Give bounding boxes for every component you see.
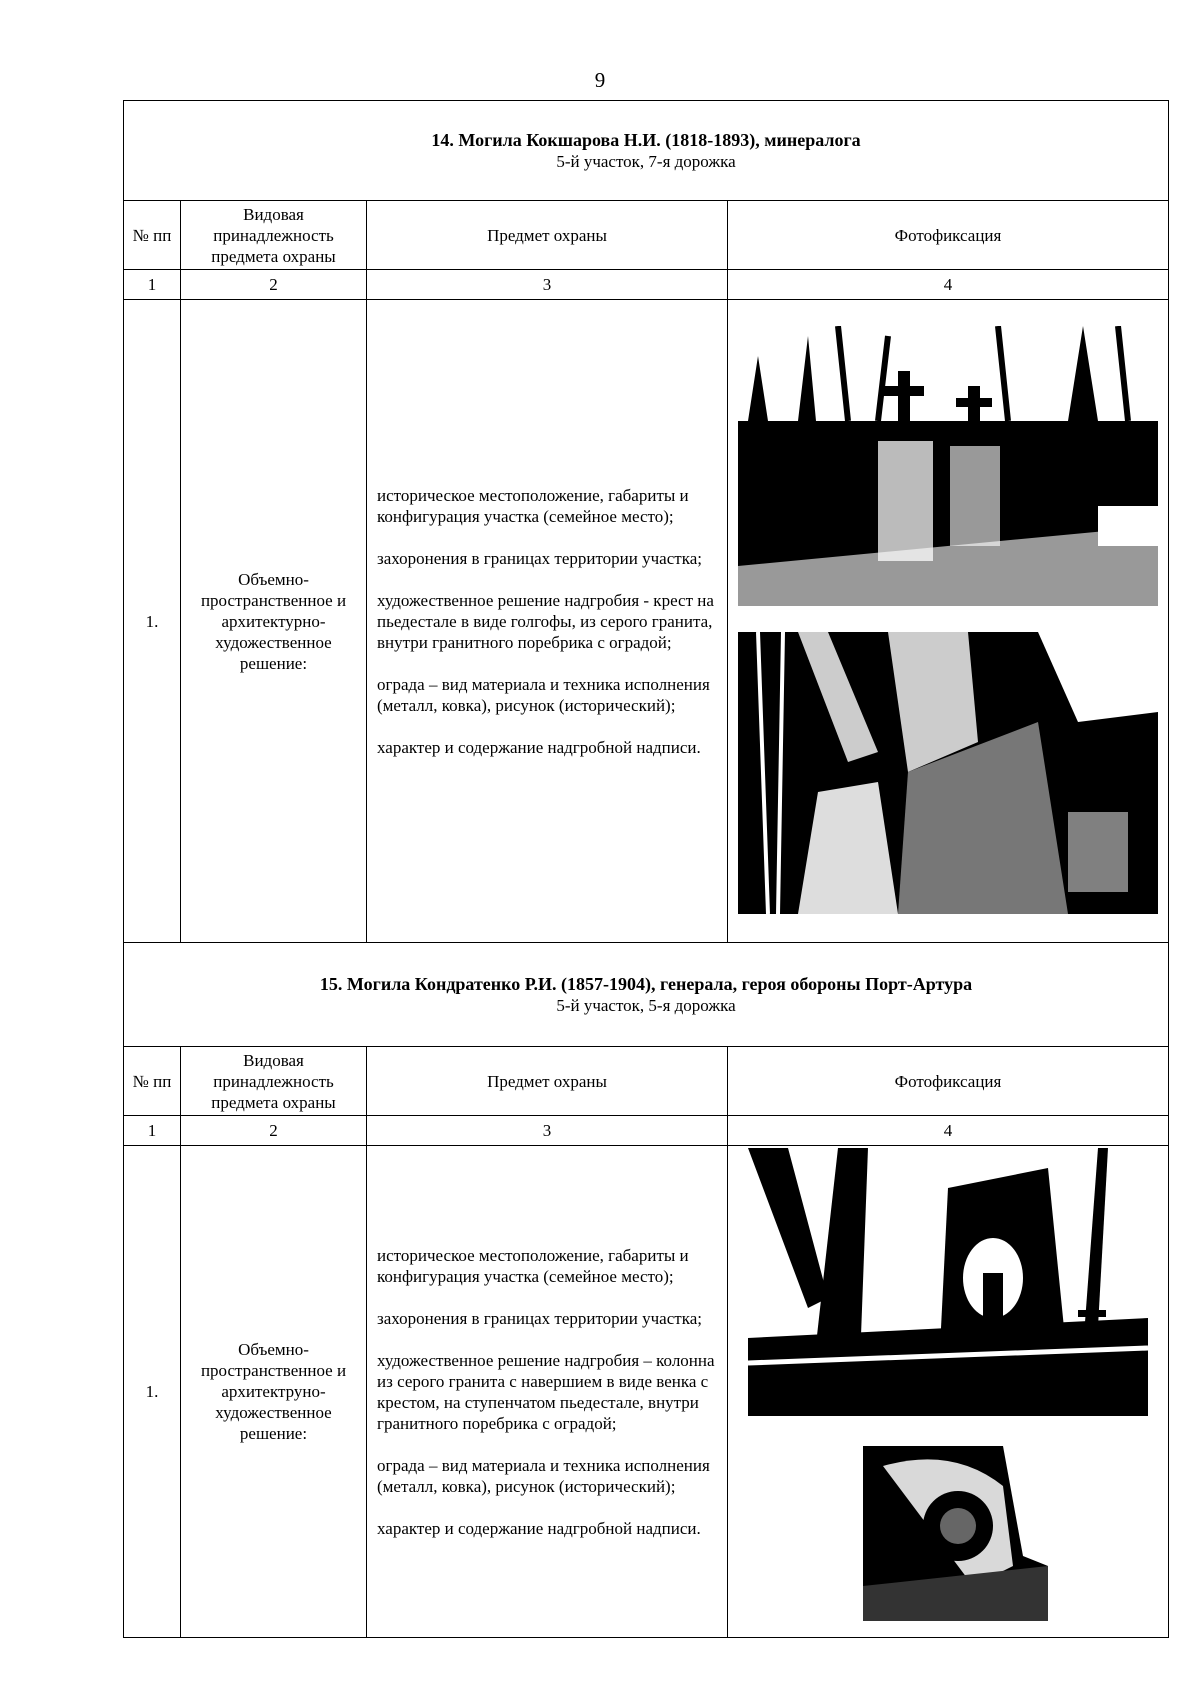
col-number: 1 [124,270,181,300]
row-number: 1. [124,300,181,943]
table-row [124,300,1169,943]
protection-subject [367,300,728,943]
subject-paragraph: художественное решение надгробия - крест на пьедестале в виде голгофы, из серого гранита, внутри гранитного поребрика с оградой; [377,590,714,652]
col-number: 2 [181,1116,367,1146]
subject-paragraph: захоронения в границах территории участка; [377,1308,702,1328]
header-row [124,201,1169,270]
grave-photo [738,632,1158,914]
col-number: 3 [367,1116,728,1146]
header-photo: Фотофиксация [728,1047,1169,1116]
subject-paragraph: ограда – вид материала и техника исполнения (металл, ковка), рисунок (исторический); [377,674,710,715]
header-num: № пп [124,1047,181,1116]
protection-table [123,100,1169,1638]
section-location: 5-й участок, 7-я дорожка [556,151,736,171]
protection-type: Объемно-пространственное и архитектруно-художественное решение: [181,1146,367,1638]
col-number: 3 [367,270,728,300]
page-number: 9 [594,68,606,92]
grave-photo [738,326,1158,606]
section-title-cell [124,101,1169,201]
subject-paragraph: ограда – вид материала и техника исполнения (металл, ковка), рисунок (исторический); [377,1455,710,1496]
grave-photo [748,1148,1148,1416]
col-number: 2 [181,270,367,300]
section-title-row [124,101,1169,201]
subject-paragraph: характер и содержание надгробной надписи. [377,1518,701,1538]
col-number: 4 [728,1116,1169,1146]
header-subject: Предмет охраны [367,1047,728,1116]
table-row [124,1146,1169,1638]
section-title-row [124,943,1169,1047]
header-subject: Предмет охраны [367,201,728,270]
section-location: 5-й участок, 5-я дорожка [556,995,736,1015]
protection-type: Объемно-пространственное и архитектурно-художественное решение: [181,300,367,943]
subject-paragraph: историческое местоположение, габариты и конфигурация участка (семейное место); [377,1245,689,1286]
col-number: 4 [728,270,1169,300]
col-number: 1 [124,1116,181,1146]
row-number: 1. [124,1146,181,1638]
section-title: 15. Могила Кондратенко Р.И. (1857-1904), генерала, героя обороны Порт-Артура [319,973,973,994]
section-title-cell [124,943,1169,1047]
section-title: 14. Могила Кокшарова Н.И. (1818-1893), минералога [431,129,861,150]
header-num: № пп [124,201,181,270]
column-number-row [124,270,1169,300]
header-type: Видовая принадлежность предмета охраны [181,1047,367,1116]
header-photo: Фотофиксация [728,201,1169,270]
subject-paragraph: художественное решение надгробия – колонна из серого гранита с навершием в виде венка с крестом, на ступенчатом пьедестале, внутри гранитного поребрика с оградой; [377,1350,715,1433]
subject-paragraph: захоронения в границах территории участка; [377,548,702,568]
header-row [124,1047,1169,1116]
header-type: Видовая принадлежность предмета охраны [181,201,367,270]
photo-cell [728,300,1169,943]
column-number-row [124,1116,1169,1146]
photo-cell [728,1146,1169,1638]
subject-paragraph: характер и содержание надгробной надписи. [377,737,701,757]
grave-photo [863,1446,1048,1621]
subject-paragraph: историческое местоположение, габариты и конфигурация участка (семейное место); [377,485,689,526]
protection-subject [367,1146,728,1638]
